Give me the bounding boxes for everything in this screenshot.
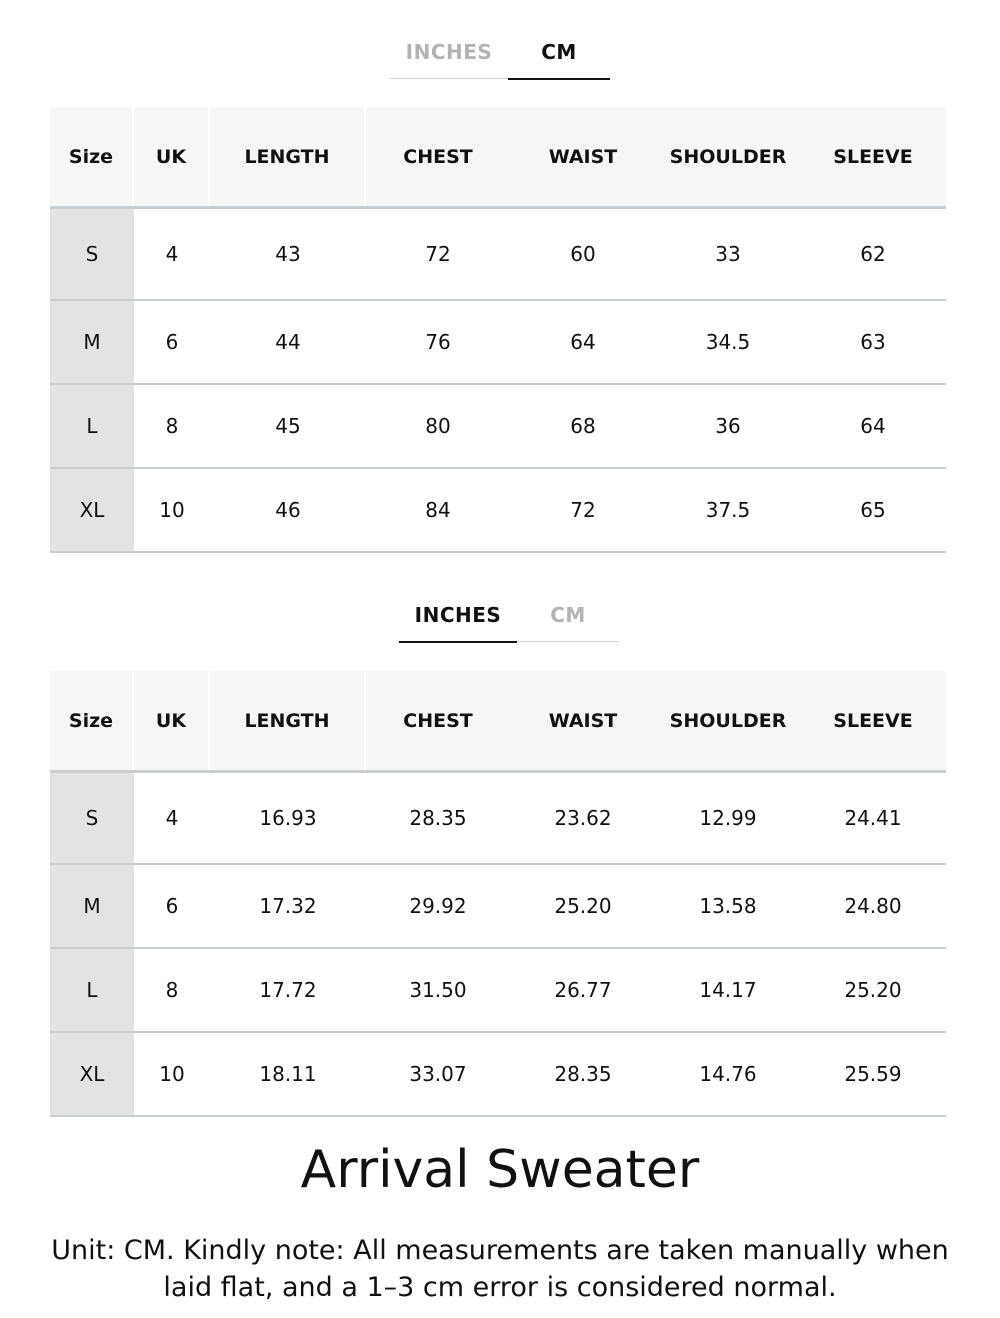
chest-cell: 28.35 [409, 806, 467, 830]
chest-cell: 84 [425, 498, 451, 522]
table-row [50, 209, 946, 301]
tab-cm[interactable]: CM [517, 601, 619, 642]
length-cell: 17.32 [259, 894, 317, 918]
uk-cell: 10 [159, 1062, 185, 1086]
header-length: LENGTH [210, 107, 366, 206]
header-size: Size [50, 671, 134, 770]
header-shoulder: SHOULDER [669, 709, 787, 732]
length-cell: 45 [275, 414, 301, 438]
sleeve-cell: 24.41 [844, 806, 902, 830]
chest-cell: 76 [425, 330, 451, 354]
table-header-row [50, 671, 946, 773]
size-table-cm [50, 107, 946, 553]
table-row [50, 301, 946, 385]
length-cell: 43 [275, 242, 301, 266]
waist-cell: 68 [570, 414, 596, 438]
size-cell: S [50, 773, 134, 863]
length-cell: 18.11 [259, 1062, 317, 1086]
header-uk: UK [134, 107, 210, 206]
size-cell: L [50, 385, 134, 467]
table-row [50, 773, 946, 865]
table-row [50, 949, 946, 1033]
shoulder-cell: 36 [715, 414, 741, 438]
size-table-inches [50, 671, 946, 1117]
waist-cell: 72 [570, 498, 596, 522]
waist-cell: 26.77 [554, 978, 612, 1002]
waist-cell: 23.62 [554, 806, 612, 830]
shoulder-cell: 34.5 [705, 330, 751, 354]
table-header-row [50, 107, 946, 209]
header-uk: UK [134, 671, 210, 770]
length-cell: 17.72 [259, 978, 317, 1002]
length-cell: 44 [275, 330, 301, 354]
unit-tabs [390, 38, 610, 78]
sleeve-cell: 24.80 [844, 894, 902, 918]
table-row [50, 385, 946, 469]
table-row [50, 469, 946, 553]
size-cell: L [50, 949, 134, 1031]
size-cell: M [50, 301, 134, 383]
sleeve-cell: 63 [860, 330, 886, 354]
header-size: Size [50, 107, 134, 206]
tab-inches[interactable]: INCHES [399, 601, 517, 643]
length-cell: 46 [275, 498, 301, 522]
chest-cell: 29.92 [409, 894, 467, 918]
waist-cell: 28.35 [554, 1062, 612, 1086]
chest-cell: 72 [425, 242, 451, 266]
chest-cell: 31.50 [409, 978, 467, 1002]
uk-cell: 6 [165, 330, 179, 354]
shoulder-cell: 14.17 [699, 978, 757, 1002]
uk-cell: 10 [159, 498, 185, 522]
sleeve-cell: 25.59 [844, 1062, 902, 1086]
uk-cell: 6 [165, 894, 179, 918]
size-cell: M [50, 865, 134, 947]
header-chest: CHEST [403, 145, 473, 168]
table-row [50, 865, 946, 949]
uk-cell: 4 [165, 242, 179, 266]
table-row [50, 1033, 946, 1117]
length-cell: 16.93 [259, 806, 317, 830]
size-cell: XL [50, 469, 134, 551]
size-cell: XL [50, 1033, 134, 1115]
header-waist: WAIST [548, 709, 618, 732]
header-chest: CHEST [403, 709, 473, 732]
tab-inches[interactable]: INCHES [390, 38, 508, 79]
shoulder-cell: 33 [715, 242, 741, 266]
sleeve-cell: 65 [860, 498, 886, 522]
unit-tabs [399, 601, 619, 641]
chest-cell: 80 [425, 414, 451, 438]
shoulder-cell: 14.76 [699, 1062, 757, 1086]
header-waist: WAIST [548, 145, 618, 168]
header-length: LENGTH [210, 671, 366, 770]
product-title: Arrival Sweater [300, 1140, 700, 1200]
measurement-note: Unit: CM. Kindly note: All measurements are taken manually when laid flat, and a 1–3 cm error is considered normal. [51, 1235, 949, 1303]
sleeve-cell: 62 [860, 242, 886, 266]
size-cell: S [50, 209, 134, 299]
waist-cell: 64 [570, 330, 596, 354]
waist-cell: 25.20 [554, 894, 612, 918]
uk-cell: 8 [165, 414, 179, 438]
waist-cell: 60 [570, 242, 596, 266]
tab-cm[interactable]: CM [508, 38, 610, 80]
uk-cell: 8 [165, 978, 179, 1002]
header-shoulder: SHOULDER [669, 145, 787, 168]
chest-cell: 33.07 [409, 1062, 467, 1086]
sleeve-cell: 64 [860, 414, 886, 438]
sleeve-cell: 25.20 [844, 978, 902, 1002]
header-sleeve: SLEEVE [833, 145, 913, 168]
shoulder-cell: 12.99 [699, 806, 757, 830]
header-sleeve: SLEEVE [833, 709, 913, 732]
shoulder-cell: 13.58 [699, 894, 757, 918]
shoulder-cell: 37.5 [705, 498, 751, 522]
uk-cell: 4 [165, 806, 179, 830]
